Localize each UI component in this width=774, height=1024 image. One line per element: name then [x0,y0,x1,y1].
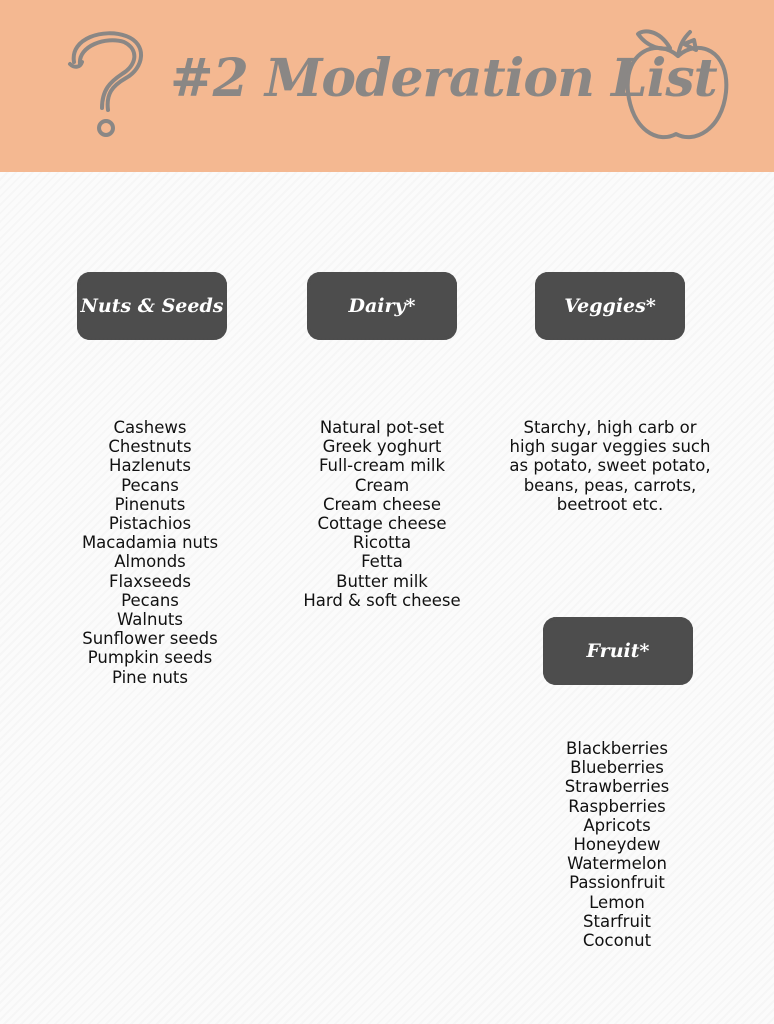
question-mark-icon [60,24,156,144]
list-item: Raspberries [568,796,666,816]
list-item: Pecans [121,475,179,495]
list-item: Coconut [582,931,652,951]
list-item: Cottage cheese [317,514,447,534]
list-item: Pine nuts [111,667,188,687]
category-tag-fruit: Fruit* [546,620,690,682]
list-item: Hazlenuts [109,456,191,476]
list-item: Blueberries [570,758,664,778]
list-item: Apricots [583,815,651,835]
list-item: Lemon [589,892,645,912]
list-item: Full-cream milk [318,456,446,476]
list-item: Walnuts [117,610,183,630]
list-item: Blackberries [566,739,668,758]
list-item: Hard & soft cheese [303,590,461,610]
nuts-seeds-list [50,418,250,687]
dairy-list [282,418,482,610]
veggies-description: Starchy, high carb or high sugar veggies such as potato, sweet potato, beans, peas, carrots, beetroot etc. [509,418,711,514]
list-item: Cream [354,475,410,495]
list-item: Pinenuts [114,494,186,514]
apple-icon [618,20,736,150]
page-title: #2 Moderation List [170,48,717,109]
list-item: Cream cheese [322,494,442,514]
list-item: Butter milk [336,571,428,591]
list-item: Strawberries [564,777,670,797]
list-item: Greek yoghurt [322,437,442,457]
list-item: Natural pot-set [319,418,445,437]
list-item: Pumpkin seeds [87,648,213,668]
list-item: Ricotta [352,533,412,553]
category-tag-veggies: Veggies* [538,275,682,337]
list-item: Fetta [361,552,403,572]
list-item: Chestnuts [108,437,192,457]
fruit-list [517,739,717,950]
header-banner [0,0,774,172]
list-item: Watermelon [567,854,667,874]
list-item: Macadamia nuts [81,533,219,553]
list-item: Cashews [113,418,187,437]
list-item: Almonds [114,552,186,572]
category-tag-dairy: Dairy* [310,275,454,337]
list-item: Sunflower seeds [82,629,218,649]
list-item: Passionfruit [569,873,665,893]
category-tag-nuts-seeds: Nuts & Seeds [80,275,224,337]
list-item: Flaxseeds [109,571,191,591]
list-item: Pecans [121,590,179,610]
list-item: Starfruit [583,911,651,931]
list-item: Honeydew [573,835,661,855]
list-item: Pistachios [108,514,192,534]
